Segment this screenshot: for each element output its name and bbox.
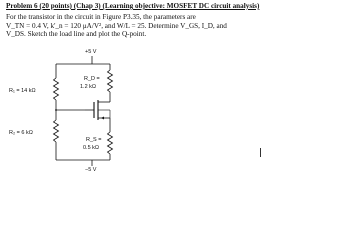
problem-line-2: V_TN = 0.4 V, k'_n = 120 μA/V², and W/L = 25. Determine V_GS, I_D, and <box>6 21 227 30</box>
resistor-rd <box>108 70 113 92</box>
resistor-r1 <box>54 78 59 100</box>
resistor-r2 <box>54 120 59 142</box>
mosfet-symbol <box>85 100 110 120</box>
rs-name: R_S = <box>86 137 102 143</box>
supply-bottom-label: −5 V <box>85 167 97 172</box>
rd-value: 1.2 kΩ <box>80 84 97 90</box>
r2-label: R₂ = 6 kΩ <box>9 130 33 136</box>
text-cursor <box>260 148 261 157</box>
supply-top-label: +5 V <box>85 49 97 55</box>
problem-line-3: V_DS. Sketch the load line and plot the Q-point. <box>6 30 147 39</box>
rs-value: 0.5 kΩ <box>83 145 100 151</box>
r1-label: R₁ = 14 kΩ <box>9 88 36 94</box>
problem-heading: Problem 6 (20 points) (Chap 3) (Learning objective: MOSFET DC circuit analysis) <box>6 2 260 10</box>
rd-name: R_D = <box>84 76 100 82</box>
problem-line-1: For the transistor in the circuit in Figure P3.35, the parameters are <box>6 13 196 21</box>
resistor-rs <box>108 132 113 154</box>
